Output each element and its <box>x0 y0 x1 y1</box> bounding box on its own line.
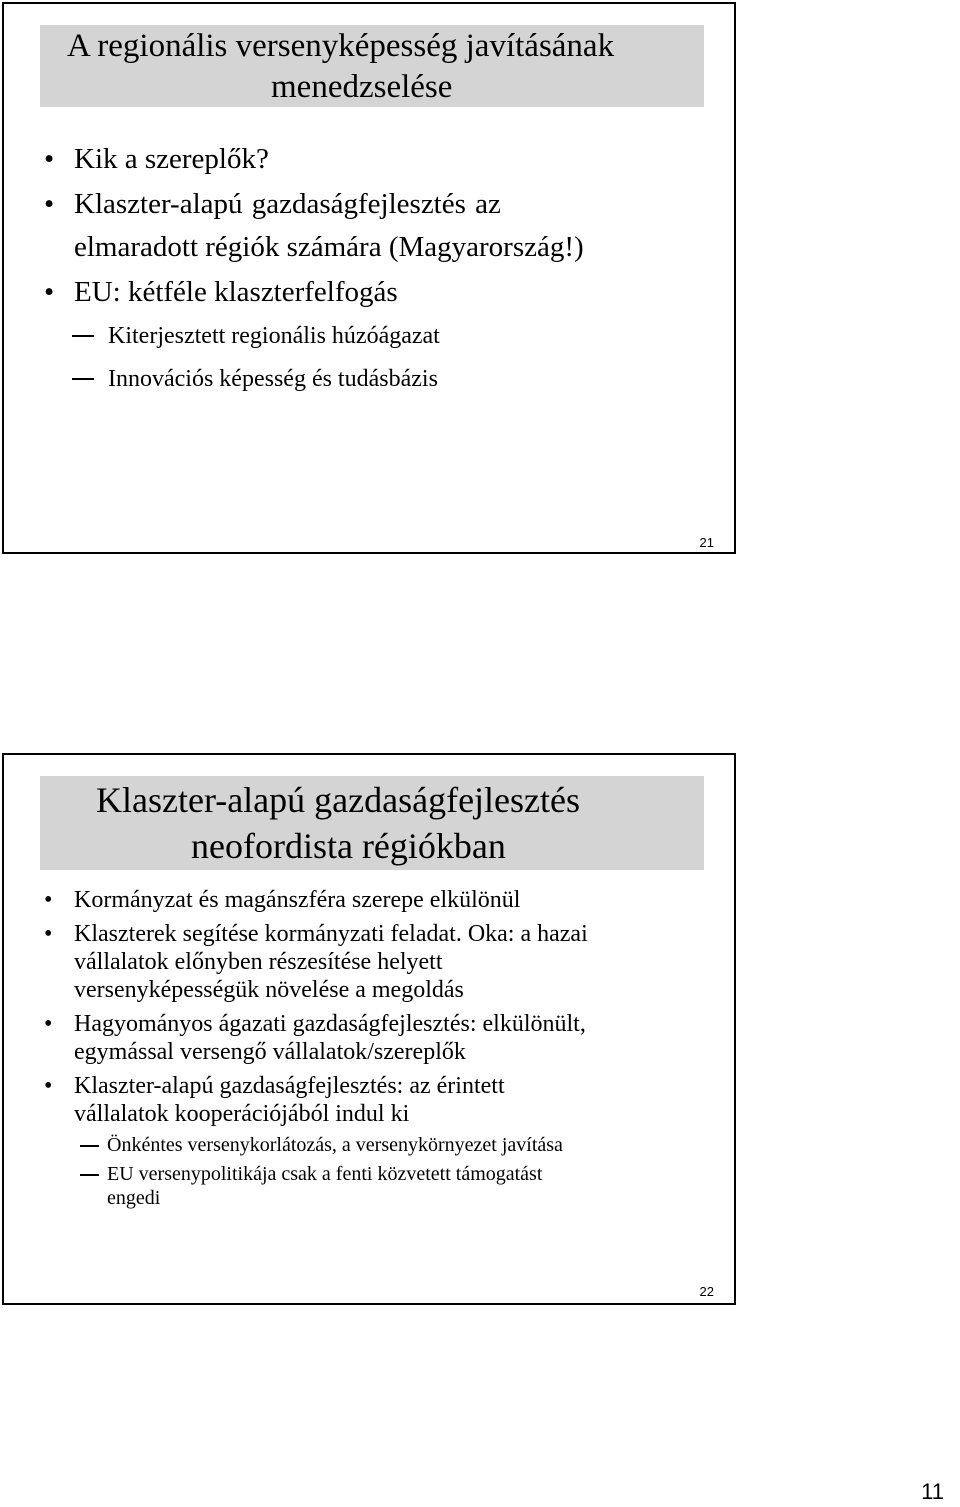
sub-item: Önkéntes versenykorlátozás, a versenykörnyezet javítása <box>107 1134 563 1156</box>
bullet-item-continuation: elmaradott régiók számára (Magyarország!) <box>74 231 584 263</box>
dash-marker <box>72 378 94 380</box>
sub-item-continuation: engedi <box>107 1187 161 1209</box>
bullet-item: Klaszter-alapú gazdaságfejlesztés: az érintett <box>74 1073 505 1099</box>
bullet-item-continuation: egymással versengő vállalatok/szereplők <box>74 1039 466 1065</box>
dash-marker <box>72 335 94 337</box>
bullet-dot: • <box>44 276 55 308</box>
bullet-dot: • <box>44 1073 53 1099</box>
slide-page-number: 22 <box>699 1284 714 1299</box>
sub-item: Innovációs képesség és tudásbázis <box>108 366 438 392</box>
slide-title-line: Klaszter-alapú gazdaságfejlesztés <box>96 780 581 820</box>
slide-title <box>40 25 704 107</box>
bullet-item: Kormányzat és magánszféra szerepe elkülönül <box>74 887 521 913</box>
slide-title-line: neofordista régiókban <box>191 826 506 866</box>
sub-item: Kiterjesztett regionális húzóágazat <box>108 323 440 349</box>
slide-22 <box>2 753 736 1305</box>
bullet-dot: • <box>44 1011 53 1037</box>
bullet-item: Hagyományos ágazati gazdaságfejlesztés: elkülönült, <box>74 1011 586 1037</box>
slide-title-line: A regionális versenyképesség javításának <box>67 28 615 64</box>
dash-marker <box>80 1174 99 1176</box>
bullet-dot: • <box>44 921 53 947</box>
bullet-dot: • <box>44 887 53 913</box>
document-page-number: 11 <box>921 1479 944 1504</box>
bullet-dot: • <box>44 143 55 175</box>
slide-21 <box>2 2 736 554</box>
slide-title-line: menedzselése <box>271 69 453 105</box>
bullet-item-continuation: versenyképességük növelése a megoldás <box>74 977 464 1003</box>
sub-item: EU versenypolitikája csak a fenti közvetett támogatást <box>107 1163 543 1185</box>
bullet-item: Klaszter-alapú gazdaságfejlesztés az <box>74 188 501 220</box>
bullet-item: EU: kétféle klaszterfelfogás <box>74 276 398 308</box>
bullet-item: Kik a szereplők? <box>74 143 269 175</box>
slide-title <box>40 776 704 870</box>
dash-marker <box>80 1145 99 1147</box>
bullet-dot: • <box>44 188 55 220</box>
bullet-item: Klaszterek segítése kormányzati feladat. Oka: a hazai <box>74 921 588 947</box>
bullet-item-continuation: vállalatok előnyben részesítése helyett <box>74 949 443 975</box>
slide-page-number: 21 <box>699 535 714 550</box>
bullet-item-continuation: vállalatok kooperációjából indul ki <box>74 1101 410 1127</box>
